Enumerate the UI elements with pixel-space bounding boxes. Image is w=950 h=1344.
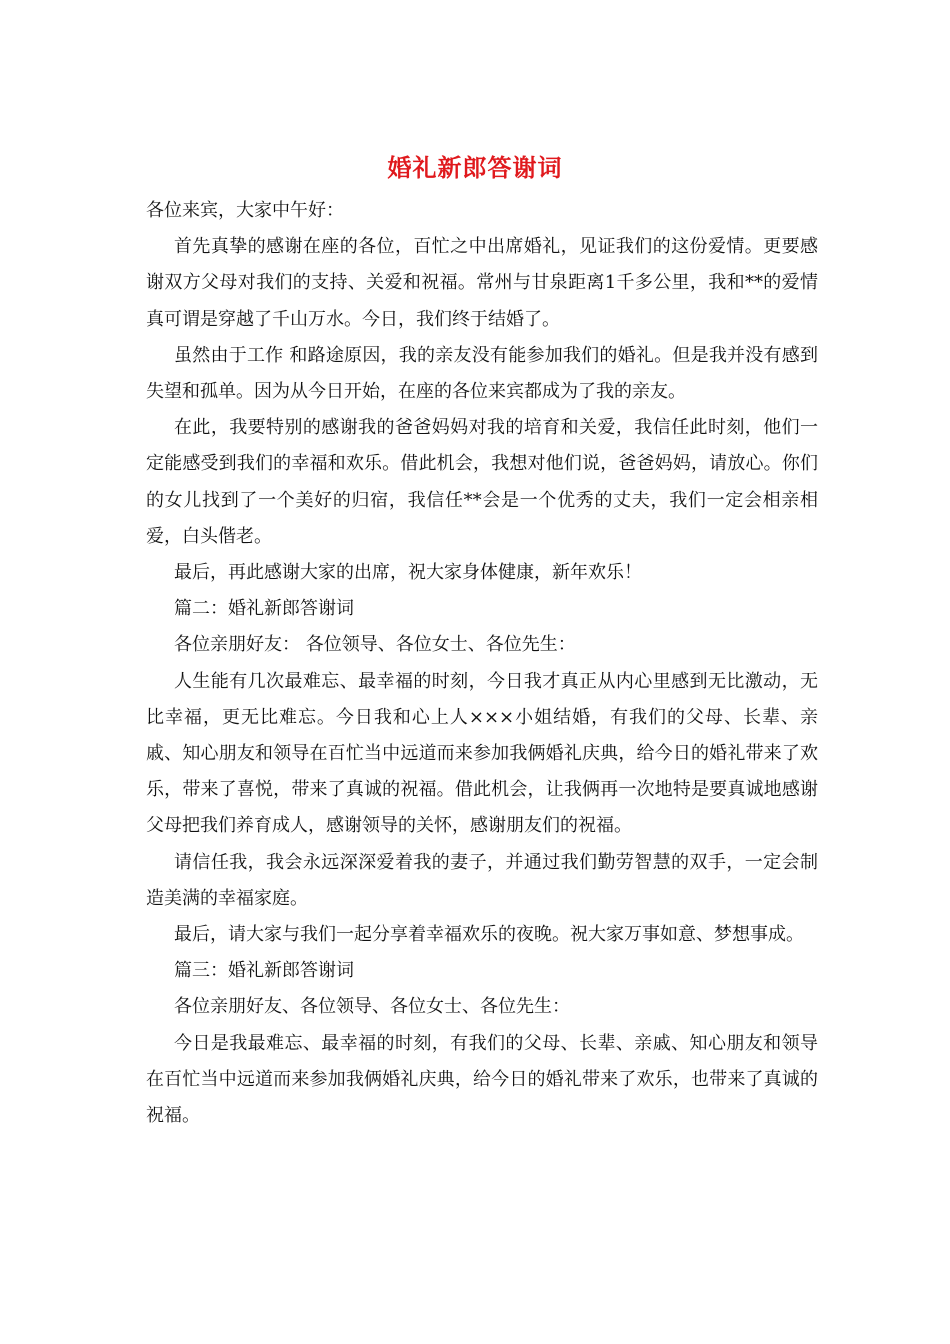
paragraph-10: 最后，请大家与我们一起分享着幸福欢乐的夜晚。祝大家万事如意、梦想事成。	[174, 924, 804, 946]
document-body	[146, 193, 818, 1134]
paragraph-8: 人生能有几次最难忘、最幸福的时刻，今日我才真正从内心里感到无比激动，无比幸福，更无比难忘。今日我和心上人×××小姐结婚，有我们的父母、长辈、亲戚、知心朋友和领导在百忙当中远道而来参加我俩婚礼庆典，给今日的婚礼带来了欢乐，带来了喜悦，带来了真诚的祝福。借此机会，让我俩再一次地特是要真诚地感谢父母把我们养育成人，感谢领导的关怀，感谢朋友们的祝福。	[146, 670, 818, 837]
paragraph-7: 各位亲朋好友： 各位领导、各位女士、各位先生：	[174, 634, 576, 656]
paragraph-11: 篇三：婚礼新郎答谢词	[174, 960, 354, 982]
paragraph-13: 今日是我最难忘、最幸福的时刻，有我们的父母、长辈、亲戚、知心朋友和领导在百忙当中远道而来参加我俩婚礼庆典，给今日的婚礼带来了欢乐，也带来了真诚的祝福。	[146, 1032, 818, 1127]
paragraph-9: 请信任我，我会永远深深爱着我的妻子，并通过我们勤劳智慧的双手，一定会制造美满的幸福家庭。	[146, 851, 818, 909]
paragraph-3: 虽然由于工作 和路途原因，我的亲友没有能参加我们的婚礼。但是我并没有感到失望和孤单。因为从今日开始，在座的各位来宾都成为了我的亲友。	[146, 344, 818, 403]
paragraph-5: 最后，再此感谢大家的出席，祝大家身体健康，新年欢乐！	[174, 562, 642, 584]
paragraph-6: 篇二：婚礼新郎答谢词	[174, 598, 354, 620]
paragraph-4: 在此，我要特别的感谢我的爸爸妈妈对我的培育和关爱，我信任此时刻，他们一定能感受到我们的幸福和欢乐。借此机会，我想对他们说，爸爸妈妈，请放心。你们的女儿找到了一个美好的归宿，我信任**会是一个优秀的丈夫，我们一定会相亲相爱，白头偕老。	[146, 417, 818, 547]
paragraph-2: 首先真挚的感谢在座的各位，百忙之中出席婚礼，见证我们的这份爱情。更要感谢双方父母对我们的支持、关爱和祝福。常州与甘泉距离1千多公里，我和**的爱情真可谓是穿越了千山万水。今日，我们终于结婚了。	[146, 236, 818, 330]
document-title: 婚礼新郎答谢词	[387, 153, 563, 182]
paragraph-12: 各位亲朋好友、各位领导、各位女士、各位先生：	[174, 996, 570, 1018]
paragraph-1: 各位来宾，大家中午好：	[146, 200, 344, 221]
